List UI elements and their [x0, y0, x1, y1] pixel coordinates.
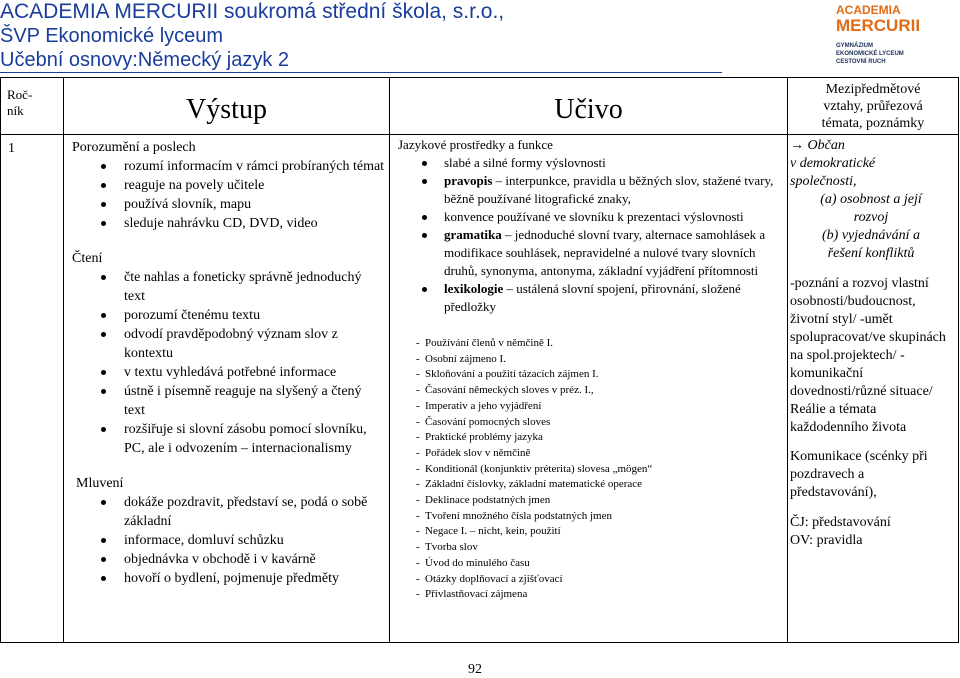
logo-sub-ruch: CESTOVNÍ RUCH	[836, 59, 886, 65]
topic-item: - Imperativ a jeho vyjádření	[398, 399, 783, 415]
mezi-notes: -poznání a rozvoj vlastní osobnosti/budoucnost, životní styl/ -umět spolupracovat/ve skupinách na spol.projektech/ -komunikační dovednosti/různé situace/	[790, 276, 946, 399]
topic-item: - Negace I. – nicht, kein, použití	[398, 524, 783, 540]
topic-item: - Osobní zájmeno I.	[398, 352, 783, 368]
topic-item: - Otázky doplňovací a zjišťovací	[398, 572, 783, 588]
header-school-name: ACADEMIA MERCURII soukromá střední škola, s.r.o.,	[0, 0, 505, 23]
vystup-list-poslech	[72, 157, 385, 233]
logo-word-academia: ACADEMIA	[836, 3, 901, 17]
list-item: hovoří o bydlení, pojmenuje předměty	[72, 569, 385, 588]
mezi-obcan-2: v demokratické	[790, 156, 876, 171]
mezi-realie: Reálie a témata každodenního života	[790, 402, 907, 435]
list-item: ústně i písemně reaguje na slyšený a čtený text	[72, 382, 385, 420]
topic-item: - Skloňování a použití tázacích zájmen I.	[398, 367, 783, 383]
topic-item: - Tvoření množného čísla podstatných jmen	[398, 509, 783, 525]
document-header	[0, 0, 740, 72]
ucivo-item-term: pravopis	[444, 173, 493, 188]
list-item	[398, 280, 783, 316]
ucivo-item-text: – ustálená slovní spojení, přirovnání, složené předložky	[444, 281, 741, 314]
list-item: objednávka v obchodě i v kavárně	[72, 550, 385, 569]
cell-ucivo	[390, 135, 788, 643]
cell-rocnik: 1	[1, 135, 64, 643]
mezi-item-a-line2: rozvoj	[853, 210, 889, 225]
logo-sub-gymnazium: GYMNÁZIUM	[836, 43, 873, 49]
topic-item: - Pořádek slov v němčině	[398, 446, 783, 462]
ucivo-item-text: – interpunkce, pravidla u běžných slov, stažené tvary, běžně používané litografické znaky,	[444, 173, 774, 206]
ucivo-topics-list	[398, 336, 783, 603]
mezi-ov: OV: pravidla	[790, 533, 863, 548]
list-item: porozumí čtenému textu	[72, 306, 385, 325]
logo-sub-lyceum: EKONOMICKÉ LYCEUM	[836, 51, 904, 57]
topic-item: - Praktické problémy jazyka	[398, 430, 783, 446]
header-cell-mezipredmetove	[788, 78, 959, 135]
topic-item: - Časování německých sloves v préz. I.,	[398, 383, 783, 399]
list-item: čte nahlas a foneticky správně jednoduchý text	[72, 268, 385, 306]
logo-word-mercurii: MERCURII	[836, 16, 921, 35]
list-item	[398, 154, 783, 172]
vystup-list-mluveni	[72, 493, 385, 588]
mezi-item-b-line2: řešení konfliktů	[827, 246, 915, 261]
curriculum-table	[0, 77, 959, 643]
list-item	[398, 208, 783, 226]
topic-item: - Konditionál (konjunktiv préterita) slovesa „mögen“	[398, 462, 783, 478]
topic-item: - Úvod do minulého času	[398, 556, 783, 572]
list-item: dokáže pozdravit, představí se, podá o sobě základní	[72, 493, 385, 531]
list-item: reaguje na povely učitele	[72, 176, 385, 195]
header-mezi-line3: témata, poznámky	[821, 116, 925, 131]
vystup-section-title: Čtení	[72, 251, 103, 266]
topic-item: - Časování pomocných sloves	[398, 415, 783, 431]
list-item	[398, 172, 783, 208]
header-rocnik-line1: Roč-	[7, 87, 33, 102]
mezi-cj: ČJ: představování	[790, 515, 891, 530]
list-item	[398, 226, 783, 280]
academia-mercurii-logo	[836, 4, 960, 70]
header-cell-vystup: Výstup	[64, 78, 390, 135]
page-number: 92	[468, 662, 482, 677]
topic-item: - Základní číslovky, základní matematické operace	[398, 477, 783, 493]
mezi-obcan-3: společnosti,	[790, 174, 857, 189]
list-item: sleduje nahrávku CD, DVD, video	[72, 214, 385, 233]
table-header-row	[1, 78, 959, 135]
header-curriculum: Učební osnovy:Německý jazyk 2	[0, 49, 290, 71]
topic-item: - Tvorba slov	[398, 540, 783, 556]
list-item: v textu vyhledává potřebné informace	[72, 363, 385, 382]
header-mezi-line1: Mezipředmětové	[825, 82, 921, 97]
topic-item: - Deklinace podstatných jmen	[398, 493, 783, 509]
ucivo-item-text: konvence používané ve slovníku k prezentaci výslovnosti	[444, 209, 744, 224]
list-item: informace, domluví schůzku	[72, 531, 385, 550]
vystup-section-title: Mluvení	[76, 476, 124, 491]
header-rule	[0, 72, 722, 73]
cell-vystup	[64, 135, 390, 643]
ucivo-item-term: gramatika	[444, 227, 502, 242]
vystup-section-title: Porozumění a poslech	[72, 140, 196, 155]
table-row	[1, 135, 959, 643]
topic-item: - Používání členů v němčině I.	[398, 336, 783, 352]
list-item: odvodí pravděpodobný význam slov z kontextu	[72, 325, 385, 363]
list-item: rozšiřuje si slovní zásobu pomocí slovníku, PC, ale i odvozením – internacionalismy	[72, 420, 385, 458]
mezi-item-a-line1: (a) osobnost a její	[820, 192, 922, 207]
ucivo-item-term: lexikologie	[444, 281, 504, 296]
list-item: používá slovník, mapu	[72, 195, 385, 214]
vystup-list-cteni	[72, 268, 385, 458]
header-program: ŠVP Ekonomické lyceum	[0, 25, 224, 47]
header-cell-ucivo: Učivo	[390, 78, 788, 135]
cell-mezipredmetove	[788, 135, 959, 643]
mezi-item-b-line1: (b) vyjednávání a	[822, 228, 920, 243]
mezi-komunikace: Komunikace (scénky při pozdravech a představování),	[790, 449, 928, 500]
topic-item: - Přivlastňovací zájmena	[398, 587, 783, 603]
mezi-obcan: → Občan	[790, 138, 845, 153]
header-mezi-line2: vztahy, průřezová	[823, 99, 923, 114]
ucivo-title: Jazykové prostředky a funkce	[398, 137, 553, 152]
ucivo-item-text: slabé a silné formy výslovnosti	[444, 155, 606, 170]
list-item: rozumí informacím v rámci probíraných témat	[72, 157, 385, 176]
header-rocnik-line2: ník	[7, 103, 24, 118]
ucivo-item-text: – jednoduché slovní tvary, alternace samohlásek a modifikace souhlásek, nepravidelné a nulové tvary slovních druhů, synonyma, antonyma, základní vyjádření přítomnosti	[444, 227, 766, 278]
ucivo-list	[398, 154, 783, 316]
header-cell-rocnik	[1, 78, 64, 135]
